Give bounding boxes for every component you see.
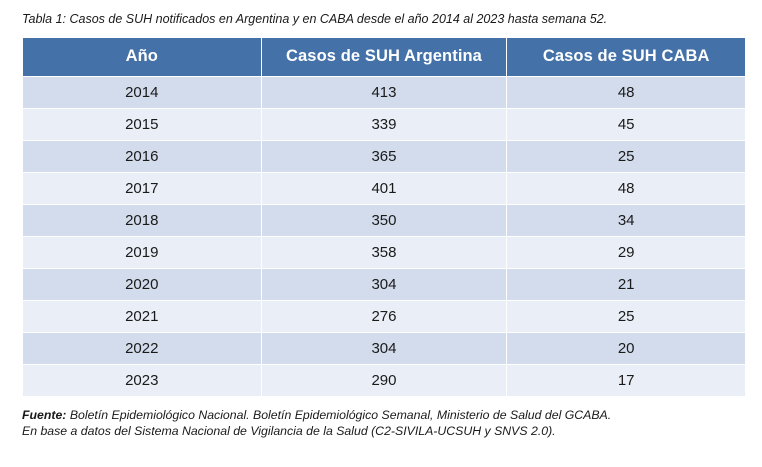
- table-row: [23, 364, 746, 396]
- cell-year: 2017: [23, 172, 262, 204]
- column-header-year: Año: [23, 37, 262, 76]
- table-row: [23, 268, 746, 300]
- cell-year: 2019: [23, 236, 262, 268]
- table-body: [23, 76, 746, 396]
- cell-argentina: 350: [261, 204, 507, 236]
- cell-year: 2015: [23, 108, 262, 140]
- column-header-argentina: Casos de SUH Argentina: [261, 37, 507, 76]
- cell-argentina: 339: [261, 108, 507, 140]
- cell-caba: 48: [507, 76, 746, 108]
- cell-year: 2023: [23, 364, 262, 396]
- cell-year: 2020: [23, 268, 262, 300]
- cell-argentina: 304: [261, 268, 507, 300]
- cell-caba: 29: [507, 236, 746, 268]
- table-caption: [22, 12, 744, 28]
- cell-year: 2014: [23, 76, 262, 108]
- cell-year: 2016: [23, 140, 262, 172]
- cell-argentina: 365: [261, 140, 507, 172]
- cell-year: 2021: [23, 300, 262, 332]
- table-row: [23, 300, 746, 332]
- table-row: [23, 108, 746, 140]
- cell-year: 2018: [23, 204, 262, 236]
- cell-caba: 20: [507, 332, 746, 364]
- source-label: Fuente:: [22, 407, 67, 422]
- table-row: [23, 140, 746, 172]
- cell-argentina: 276: [261, 300, 507, 332]
- column-header-caba: Casos de SUH CABA: [507, 37, 746, 76]
- table-row: [23, 172, 746, 204]
- cell-caba: 17: [507, 364, 746, 396]
- table-source-note: [22, 407, 744, 440]
- cell-argentina: 401: [261, 172, 507, 204]
- cell-argentina: 358: [261, 236, 507, 268]
- table-row: [23, 204, 746, 236]
- cell-caba: 34: [507, 204, 746, 236]
- suh-cases-table: [22, 37, 746, 397]
- table-row: [23, 332, 746, 364]
- cell-caba: 45: [507, 108, 746, 140]
- cell-caba: 48: [507, 172, 746, 204]
- caption-text: Casos de SUH notificados en Argentina y en CABA desde el año 2014 al 2023 hasta semana 52.: [66, 12, 608, 26]
- source-line-2: En base a datos del Sistema Nacional de Vigilancia de la Salud (C2-SIVILA-UCSUH y SNVS 2.0).: [22, 424, 556, 439]
- cell-caba: 21: [507, 268, 746, 300]
- cell-caba: 25: [507, 300, 746, 332]
- cell-argentina: 290: [261, 364, 507, 396]
- table-row: [23, 76, 746, 108]
- caption-label: Tabla 1:: [22, 12, 67, 26]
- cell-year: 2022: [23, 332, 262, 364]
- cell-caba: 25: [507, 140, 746, 172]
- cell-argentina: 413: [261, 76, 507, 108]
- cell-argentina: 304: [261, 332, 507, 364]
- source-text-1: Boletín Epidemiológico Nacional. Boletín Epidemiológico Semanal, Ministerio de Salud del GCABA.: [66, 407, 612, 422]
- table-row: [23, 236, 746, 268]
- source-line-1: [22, 407, 744, 424]
- table-header: [23, 37, 746, 76]
- header-row: [23, 37, 746, 76]
